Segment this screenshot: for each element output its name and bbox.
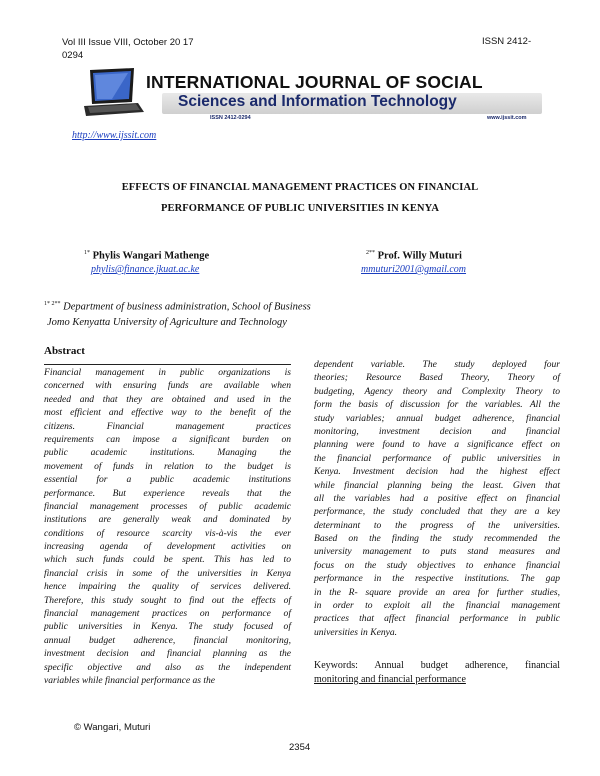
abstract-line: citizens. Financial management practices: [44, 420, 291, 432]
abstract-line: focus on the study objectives to enhance financial: [314, 559, 560, 571]
keywords-line-2: monitoring and financial performance: [314, 674, 466, 685]
abstract-line: performance, the study concluded that they are a key: [314, 506, 560, 518]
author-2-name: Prof. Willy Muturi: [377, 250, 462, 262]
affiliation-line-2: Jomo Kenyatta University of Agriculture and Technology: [47, 317, 287, 328]
author-2: [366, 250, 462, 262]
abstract-line: institutions are generally weak and dominated by: [44, 514, 291, 526]
abstract-line: Kenya. Investment decision had the highest effect: [314, 466, 560, 478]
author-1-name: Phylis Wangari Mathenge: [92, 250, 210, 262]
abstract-line: in order to exploit all the financial management: [314, 600, 560, 612]
abstract-line: practices that affect financial performance in public: [314, 613, 560, 625]
abstract-heading: Abstract: [44, 345, 85, 357]
abstract-line: in the R- square provide an area for further studies,: [314, 586, 560, 598]
abstract-line: Financial management in public organizations is: [44, 367, 291, 378]
abstract-line: performance in the respective institutions. The gap: [314, 573, 560, 585]
header-volume: [62, 36, 252, 62]
abstract-line: universities in Kenya.: [314, 626, 397, 638]
abstract-line: study variables; annual budget adherence, financial: [314, 412, 560, 424]
abstract-line: public universities in Kenya. The study focused of: [44, 621, 291, 633]
paper-title: [60, 177, 540, 219]
keywords: [314, 659, 560, 687]
abstract-line: most efficient and effective way to the benefit of the: [44, 407, 291, 419]
abstract-line: essential for a public academic institutions: [44, 474, 291, 486]
affiliation-department: Department of business administration, School of Business: [63, 301, 311, 313]
laptop-icon: [82, 66, 146, 122]
title-line-1: EFFECTS OF FINANCIAL MANAGEMENT PRACTICES ON FINANCIAL: [121, 182, 479, 193]
abstract-line: the financial performance of public universities in: [314, 452, 560, 464]
banner-issn: ISSN 2412-0294: [210, 115, 251, 121]
issn-continuation: 0294: [62, 50, 84, 61]
abstract-right-column: [314, 358, 560, 639]
abstract-line: theories; Resource Based Theory, Theory of: [314, 372, 560, 384]
affiliation-line-1: [44, 301, 311, 313]
abstract-divider: [44, 364, 291, 365]
abstract-line: Therefore, this study sought to find out the effects of: [44, 594, 291, 606]
abstract-line: public academic institutions. Managing the: [44, 447, 291, 459]
abstract-line: financial management processes of public academic: [44, 500, 291, 512]
abstract-line: dependent variable. The study deployed four: [314, 359, 560, 370]
abstract-line: conditions of resource scarcity vis-à-vis the ever: [44, 527, 291, 539]
banner-title: INTERNATIONAL JOURNAL OF SOCIAL: [146, 72, 483, 92]
abstract-line: variables while financial performance as the: [44, 674, 216, 686]
abstract-line: monitoring, investment decision and financial: [314, 425, 560, 437]
journal-banner-logo: [82, 66, 542, 128]
volume-issue-text: Vol III Issue VIII, October 20 17: [62, 37, 194, 48]
abstract-line: concerned with ensuring funds are available when: [44, 380, 291, 392]
abstract-line: annual budget adherence, financial monitoring,: [44, 634, 291, 646]
author-1: [84, 250, 209, 262]
abstract-line: financial management practices on performance of: [44, 608, 291, 620]
author-2-marker: 2**: [366, 250, 375, 256]
abstract-line: university management to puts stand measures and: [314, 546, 560, 558]
title-line-2: PERFORMANCE OF PUBLIC UNIVERSITIES IN KENYA: [160, 203, 440, 214]
affiliation-marker: 1* 2**: [44, 301, 61, 307]
abstract-line: determinant to the progress of the universities.: [314, 519, 560, 531]
abstract-line: form the basis of discussion for the variables. All the: [314, 399, 560, 411]
abstract-line: budgeting, Agency theory and Complexity Theory to: [314, 385, 560, 397]
abstract-line: investment decision and financial planning as the: [44, 648, 291, 660]
abstract-line: planning were found to have a significance effect on: [314, 439, 560, 451]
abstract-line: Based on the finding the study recommended the: [314, 533, 560, 545]
banner-subtitle: Sciences and Information Technology: [178, 93, 457, 110]
author-1-email[interactable]: phylis@finance.jkuat.ac.ke: [91, 264, 200, 275]
banner-url: www.ijssit.com: [487, 115, 527, 121]
abstract-line: specific objective and also as the independent: [44, 661, 291, 673]
abstract-left-column: [44, 366, 291, 687]
abstract-line: hence impairing the quality of services delivered.: [44, 581, 291, 593]
author-1-marker: 1*: [84, 250, 90, 256]
journal-link[interactable]: http://www.ijssit.com: [72, 130, 157, 141]
abstract-line: all the variables had a positive effect on financial: [314, 492, 560, 504]
footer-copyright: © Wangari, Muturi: [74, 722, 151, 733]
abstract-line: requirements can impose a significant burden on: [44, 433, 291, 445]
abstract-line: increasing agenda of development activities on: [44, 541, 291, 553]
abstract-line: which such funds could be spent. This has led to: [44, 554, 291, 566]
author-2-email[interactable]: mmuturi2001@gmail.com: [361, 264, 467, 275]
header-issn: ISSN 2412-: [482, 36, 532, 47]
abstract-line: movement of funds in relation to the budget is: [44, 460, 291, 472]
abstract-line: while financial planning being the least. Given that: [314, 479, 560, 491]
abstract-line: financial crisis in some of the universities in Kenya: [44, 567, 291, 579]
keywords-line-1: Keywords: Annual budget adherence, financial: [314, 660, 560, 671]
abstract-line: needed and that they are obtained and used in the: [44, 393, 291, 405]
abstract-line: performance. But experience reveals that the: [44, 487, 291, 499]
page-number: 2354: [289, 742, 311, 753]
